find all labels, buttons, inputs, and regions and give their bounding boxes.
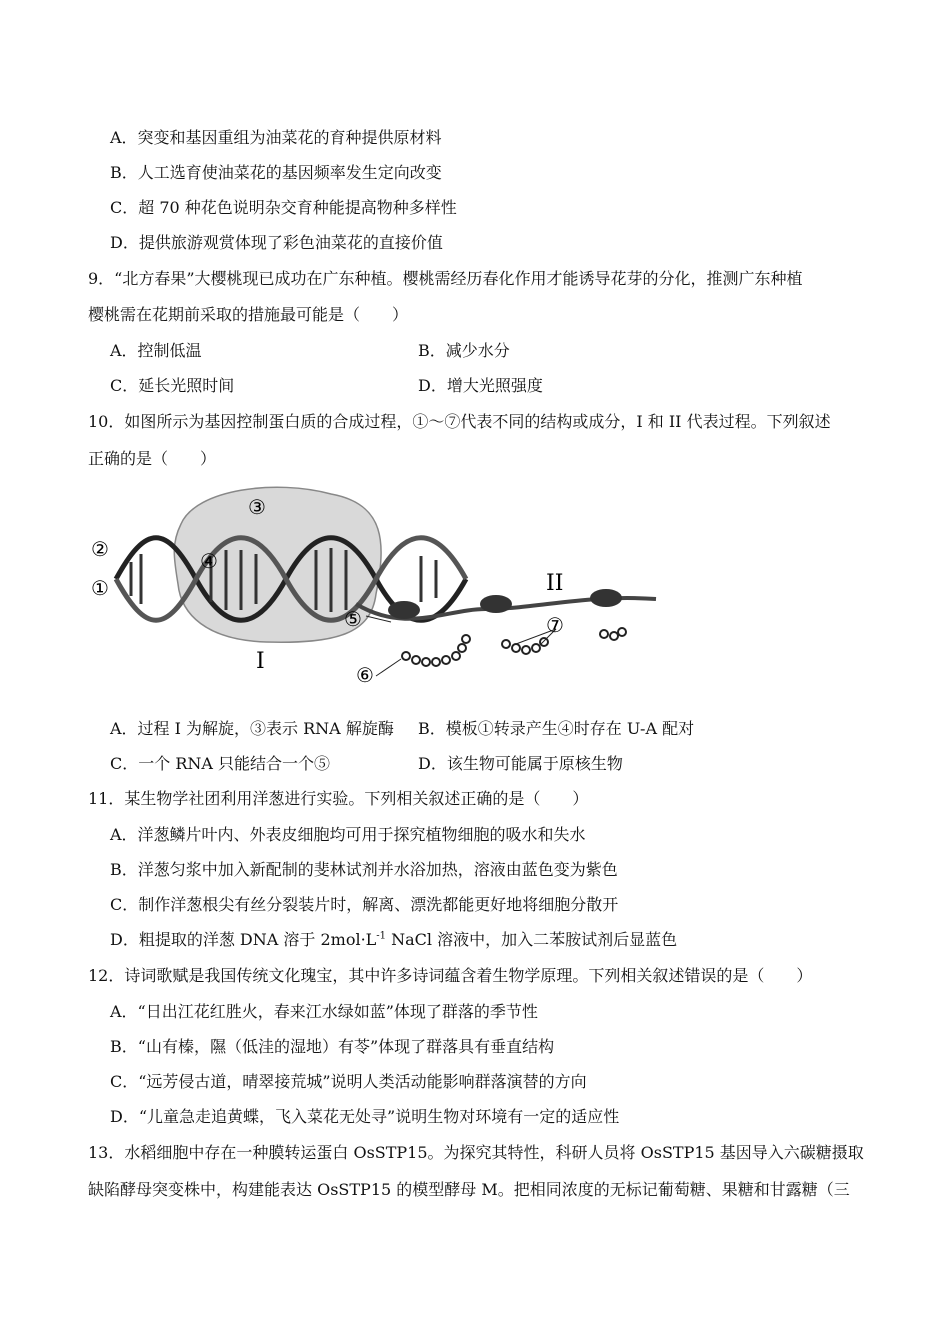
q9-option-c: C．延长光照时间 <box>110 376 235 395</box>
q11-option-d-sup: -1 <box>376 930 387 942</box>
polypeptide-chains <box>402 628 626 666</box>
q10-option-a: A．过程 I 为解旋，③表示 RNA 解旋酶 <box>110 719 394 738</box>
q11-option-c: C．制作洋葱根尖有丝分裂装片时，解离、漂洗都能更好地将细胞分散开 <box>110 895 619 914</box>
process-2-label: II <box>546 571 564 596</box>
q8-option-d: D．提供旅游观赏体现了彩色油菜花的直接价值 <box>110 233 443 252</box>
label-3: ③ <box>248 495 266 519</box>
q10-stem-line2: 正确的是（ ） <box>88 449 217 468</box>
label-7: ⑦ <box>546 613 564 637</box>
gene-expression-figure <box>86 484 666 694</box>
q11-option-a: A．洋葱鳞片叶内、外表皮细胞均可用于探究植物细胞的吸水和失水 <box>110 825 586 844</box>
q11-option-d-pre: D．粗提取的洋葱 DNA 溶于 2mol·L <box>110 930 377 949</box>
q9-stem-line1: 9．“北方春果”大樱桃现已成功在广东种植。樱桃需经历春化作用才能诱导花芽的分化，推测广东种植 <box>88 269 803 288</box>
q12-stem: 12．诗词歌赋是我国传统文化瑰宝，其中许多诗词蕴含着生物学原理。下列相关叙述错误的是（ ） <box>88 966 813 985</box>
q13-stem-line1: 13．水稻细胞中存在一种膜转运蛋白 OsSTP15。为探究其特性，科研人员将 OsSTP15 基因导入六碳糖摄取 <box>88 1143 864 1162</box>
label-2: ② <box>91 537 109 561</box>
q8-option-b: B．人工选育使油菜花的基因频率发生定向改变 <box>110 163 442 182</box>
q12-option-b: B．“山有榛，隰（低洼的湿地）有苓”体现了群落具有垂直结构 <box>110 1037 555 1056</box>
q10-stem-line1: 10．如图所示为基因控制蛋白质的合成过程，①～⑦代表不同的结构或成分，I 和 II 代表过程。下列叙述 <box>88 412 831 431</box>
q11-option-b: B．洋葱匀浆中加入新配制的斐林试剂并水浴加热，溶液由蓝色变为紫色 <box>110 860 618 879</box>
q10-option-d: D．该生物可能属于原核生物 <box>418 754 623 773</box>
label-6: ⑥ <box>356 663 374 687</box>
q9-stem-line2: 樱桃需在花期前采取的措施最可能是（ ） <box>88 305 409 324</box>
q11-option-d <box>110 930 677 950</box>
q13-stem-line2: 缺陷酵母突变株中，构建能表达 OsSTP15 的模型酵母 M。把相同浓度的无标记葡萄糖、果糖和甘露糖（三 <box>88 1180 850 1199</box>
q12-option-c: C．“远芳侵古道，晴翠接荒城”说明人类活动能影响群落演替的方向 <box>110 1072 587 1091</box>
q8-option-c: C．超 70 种花色说明杂交育种能提高物种多样性 <box>110 198 457 217</box>
label-5: ⑤ <box>344 607 362 631</box>
q11-stem: 11．某生物学社团利用洋葱进行实验。下列相关叙述正确的是（ ） <box>88 789 589 808</box>
q12-option-a: A．“日出江花红胜火，春来江水绿如蓝”体现了群落的季节性 <box>110 1002 538 1021</box>
q10-option-b: B．模板①转录产生④时存在 U-A 配对 <box>418 719 695 738</box>
q9-option-a: A．控制低温 <box>110 341 202 360</box>
q12-option-d: D．“儿童急走追黄蝶，飞入菜花无处寻”说明生物对环境有一定的适应性 <box>110 1107 620 1126</box>
process-1-label: I <box>256 649 265 674</box>
label-4: ④ <box>200 549 218 573</box>
q11-option-d-post: NaCl 溶液中，加入二苯胺试剂后显蓝色 <box>386 930 678 949</box>
q9-option-b: B．减少水分 <box>418 341 510 360</box>
q10-option-c: C．一个 RNA 只能结合一个⑤ <box>110 754 331 773</box>
ribosomes <box>388 589 622 619</box>
label-1: ① <box>91 576 109 600</box>
q9-option-d: D．增大光照强度 <box>418 376 543 395</box>
q8-option-a: A．突变和基因重组为油菜花的育种提供原材料 <box>110 128 442 147</box>
